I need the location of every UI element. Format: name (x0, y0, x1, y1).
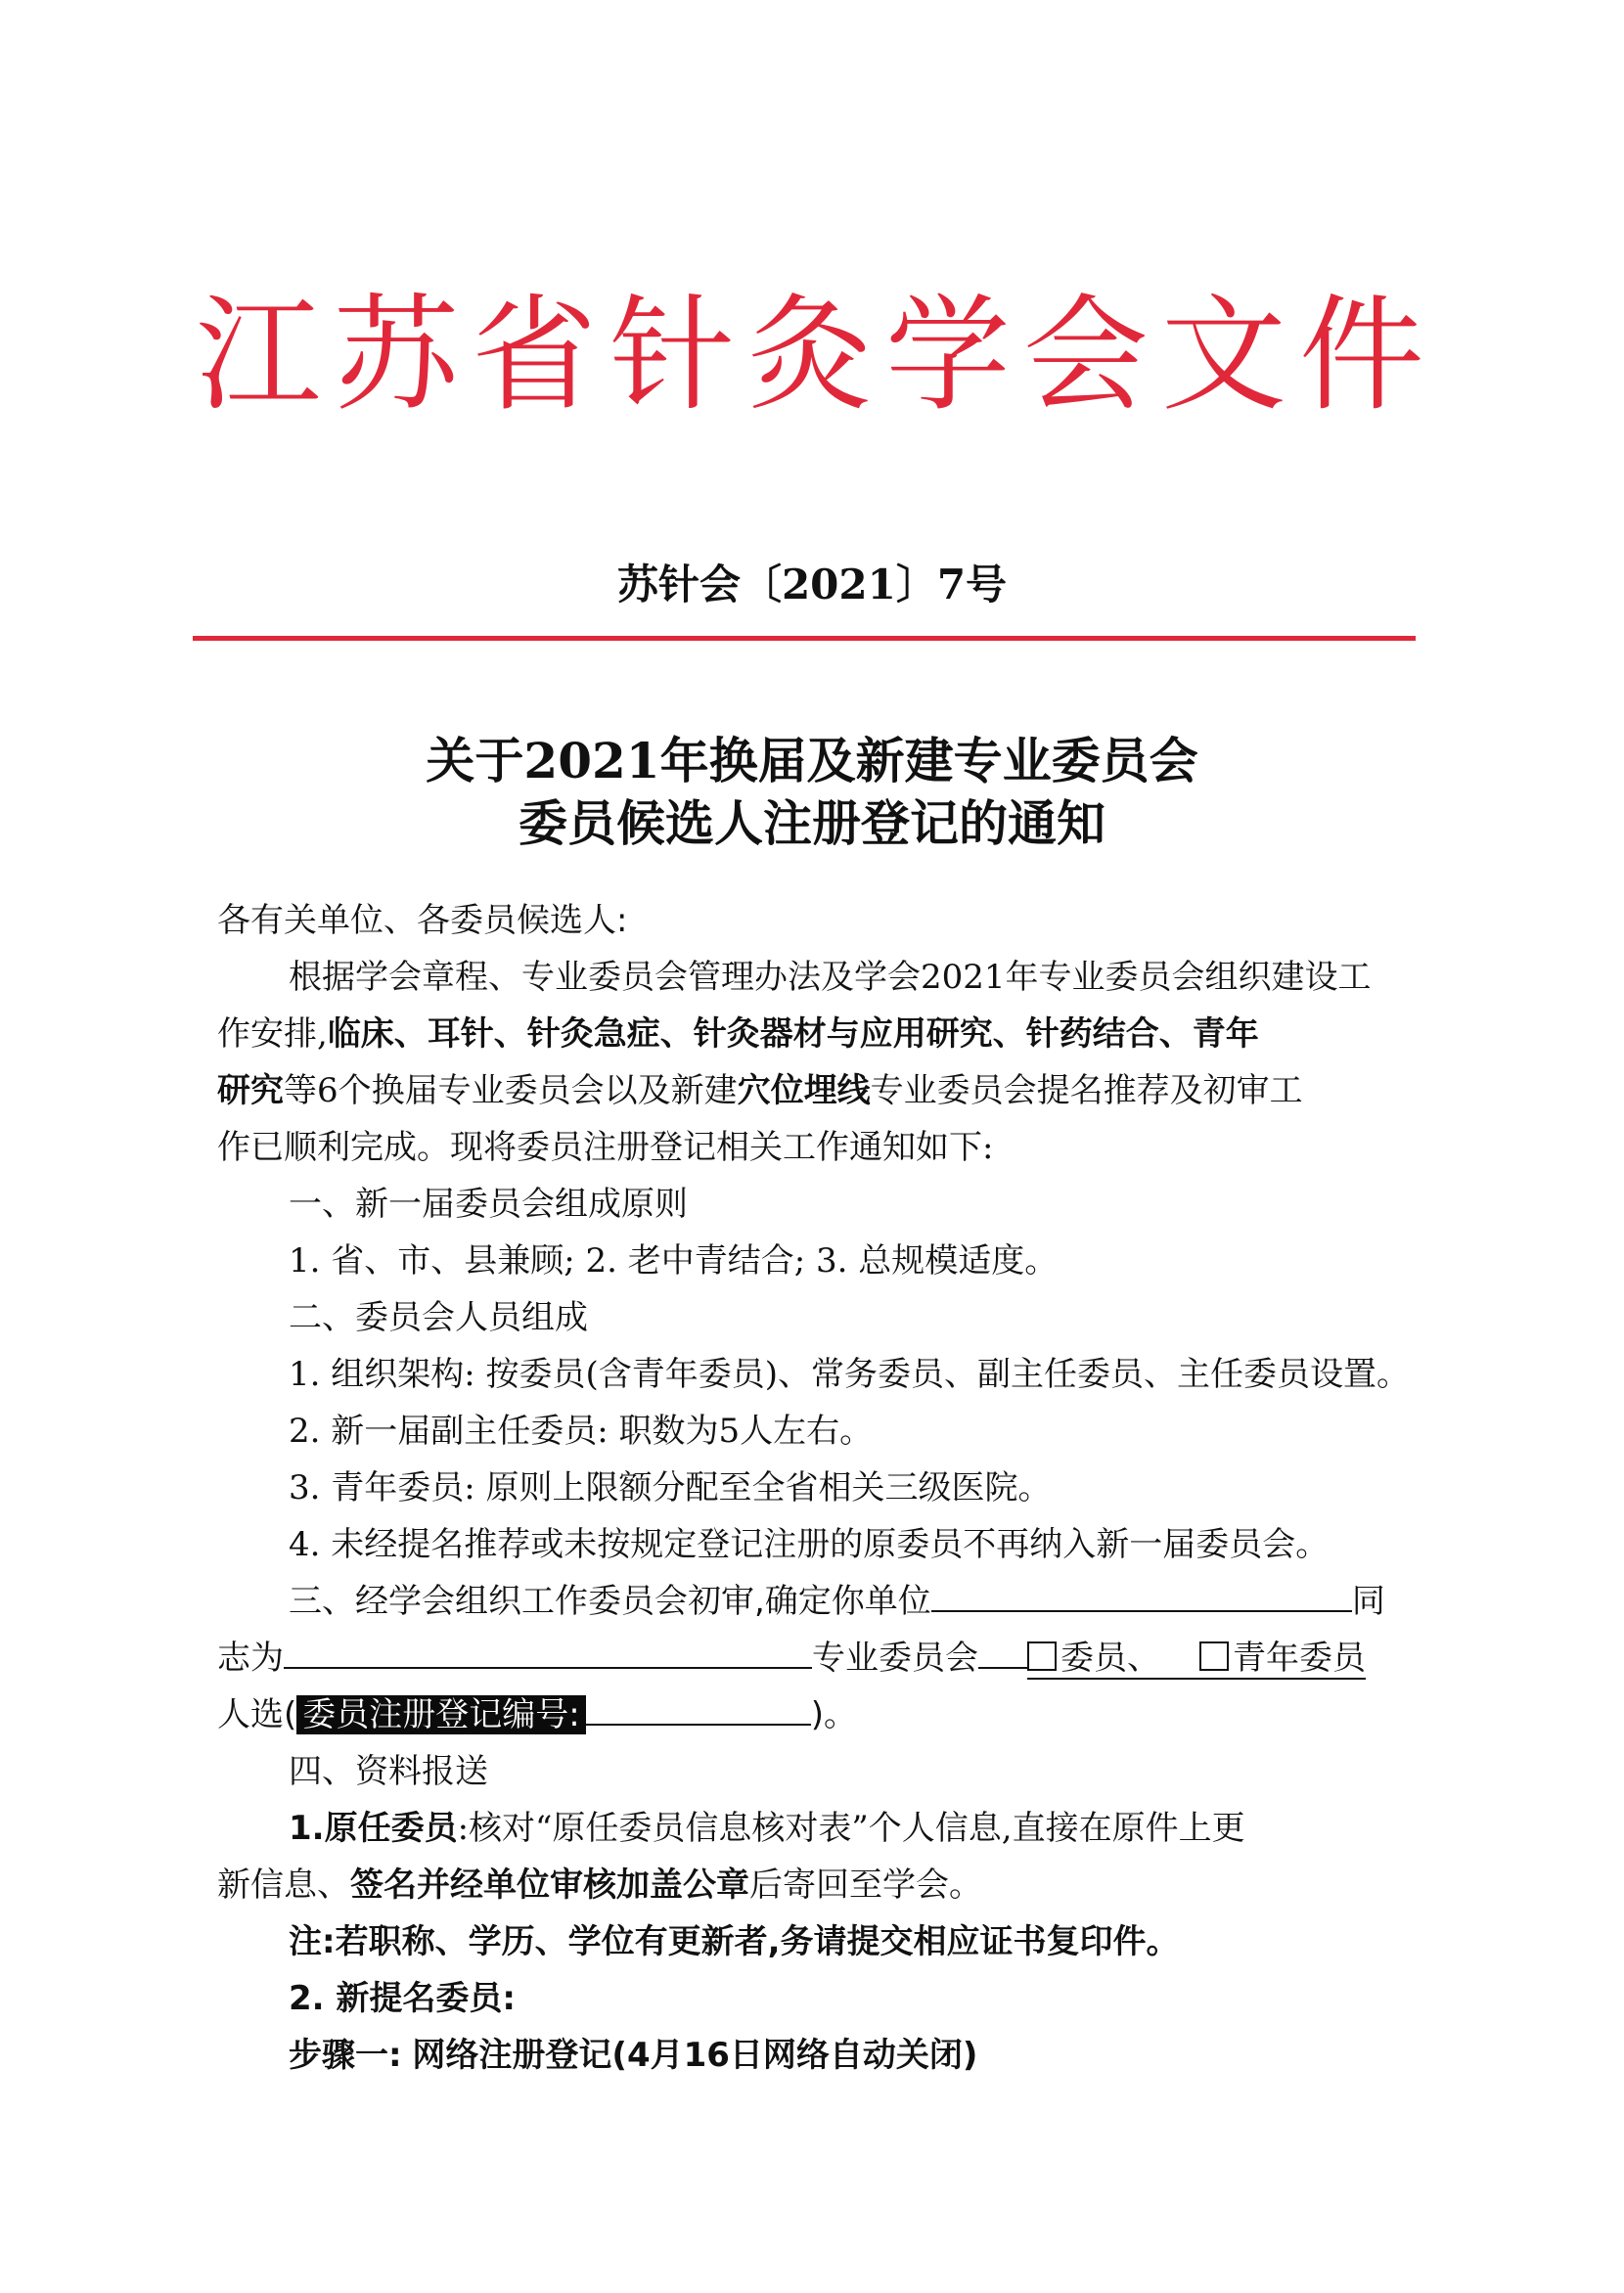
letterhead-title (196, 254, 1428, 434)
committee-list-end: 研究 (217, 1071, 284, 1110)
section-4-item-2: 2. 新提名委员: (289, 1979, 517, 2018)
youth-member-option[interactable] (1160, 1639, 1366, 1680)
letterhead-char: 灸 (746, 283, 877, 428)
letterhead-char: 江 (196, 283, 326, 428)
spacer-blank (978, 1630, 1027, 1669)
letterhead-char: 会 (1022, 283, 1152, 428)
section-2-item: 4. 未经提名推荐或未按规定登记注册的原委员不再纳入新一届委员会。 (289, 1525, 1330, 1564)
intro-line-1: 根据学会章程、专业委员会管理办法及学会2021年专业委员会组织建设工 (289, 958, 1372, 997)
section-2-item: 3. 青年委员: 原则上限额分配至全省相关三级医院。 (289, 1468, 1052, 1507)
intro-text: 专业委员会提名推荐及初审工 (870, 1071, 1303, 1110)
option-label: 委员、 (1060, 1639, 1160, 1678)
document-number: 苏针会〔2021〕7号 (616, 561, 1008, 608)
item-number: 1. (289, 1809, 325, 1848)
new-committee-name: 穴位埋线 (737, 1071, 871, 1110)
checkbox-youth-member[interactable] (1199, 1641, 1229, 1671)
name-blank[interactable] (284, 1630, 812, 1669)
intro-line-3 (217, 1062, 1303, 1119)
section-4-item-1 (289, 1800, 1245, 1857)
item-text: 后寄回至学会。 (749, 1866, 982, 1905)
section-2-item: 1. 组织架构: 按委员(含青年委员)、常务委员、副主任委员、主任委员设置。 (289, 1355, 1411, 1394)
member-option[interactable] (1027, 1639, 1160, 1680)
section-3-text: 同 (1351, 1582, 1385, 1621)
section-3-line-1 (289, 1573, 1385, 1630)
step-text: 网络注册登记(4月16日网络自动关闭) (412, 2036, 978, 2075)
salutation: 各有关单位、各委员候选人: (217, 901, 628, 940)
section-4-step-1 (289, 2027, 977, 2084)
item-label: 原任委员 (324, 1809, 458, 1848)
unit-blank[interactable] (931, 1573, 1352, 1612)
section-1-text: 1. 省、市、县兼顾; 2. 老中青结合; 3. 总规模适度。 (289, 1241, 1059, 1281)
letterhead-char: 学 (884, 283, 1015, 428)
section-3-text: 志为 (217, 1639, 284, 1678)
step-label: 步骤一: (289, 2036, 402, 2075)
letterhead-char: 件 (1298, 283, 1428, 428)
section-3-line-2 (217, 1630, 1366, 1686)
section-2-heading: 二、委员会人员组成 (289, 1298, 588, 1337)
section-2-item: 2. 新一届副主任委员: 职数为5人左右。 (289, 1412, 874, 1451)
checkbox-member[interactable] (1027, 1641, 1057, 1671)
option-label: 青年委员 (1233, 1639, 1366, 1678)
item-text: :核对“原任委员信息核对表”个人信息,直接在原件上更 (457, 1809, 1245, 1848)
letterhead-char: 苏 (333, 283, 463, 428)
section-1-heading: 一、新一届委员会组成原则 (289, 1185, 688, 1224)
item-emphasis: 签名并经单位审核加盖公章 (350, 1866, 749, 1905)
letterhead-char: 省 (471, 283, 601, 428)
letterhead-char: 文 (1160, 283, 1290, 428)
letterhead-char: 针 (609, 283, 739, 428)
committee-list: 临床、耳针、针灸急症、针灸器材与应用研究、针药结合、青年 (327, 1014, 1259, 1054)
section-4-heading: 四、资料报送 (289, 1752, 488, 1791)
notice-title-line-2: 委员候选人注册登记的通知 (519, 794, 1105, 852)
registration-number-label: 委员注册登记编号: (296, 1695, 585, 1734)
intro-line-4: 作已顺利完成。现将委员注册登记相关工作通知如下: (217, 1128, 994, 1167)
section-3-text: 人选( (217, 1695, 297, 1734)
red-divider (193, 636, 1416, 641)
intro-line-2 (217, 1006, 1259, 1062)
section-3-text: 三、经学会组织工作委员会初审,确定你单位 (289, 1582, 931, 1621)
notice-title-line-1: 关于2021年换届及新建专业委员会 (426, 732, 1198, 789)
section-3-text: )。 (810, 1695, 857, 1734)
section-3-line-3 (217, 1686, 857, 1743)
section-4-note: 注:若职称、学历、学位有更新者,务请提交相应证书复印件。 (289, 1922, 1180, 1961)
item-text: 新信息、 (217, 1866, 350, 1905)
section-3-text: 专业委员会 (812, 1639, 978, 1678)
section-4-item-1-line-2 (217, 1857, 982, 1913)
intro-text: 等6个换届专业委员会以及新建 (284, 1071, 738, 1110)
registration-number-blank[interactable] (586, 1686, 811, 1726)
intro-text: 作安排, (217, 1014, 328, 1054)
